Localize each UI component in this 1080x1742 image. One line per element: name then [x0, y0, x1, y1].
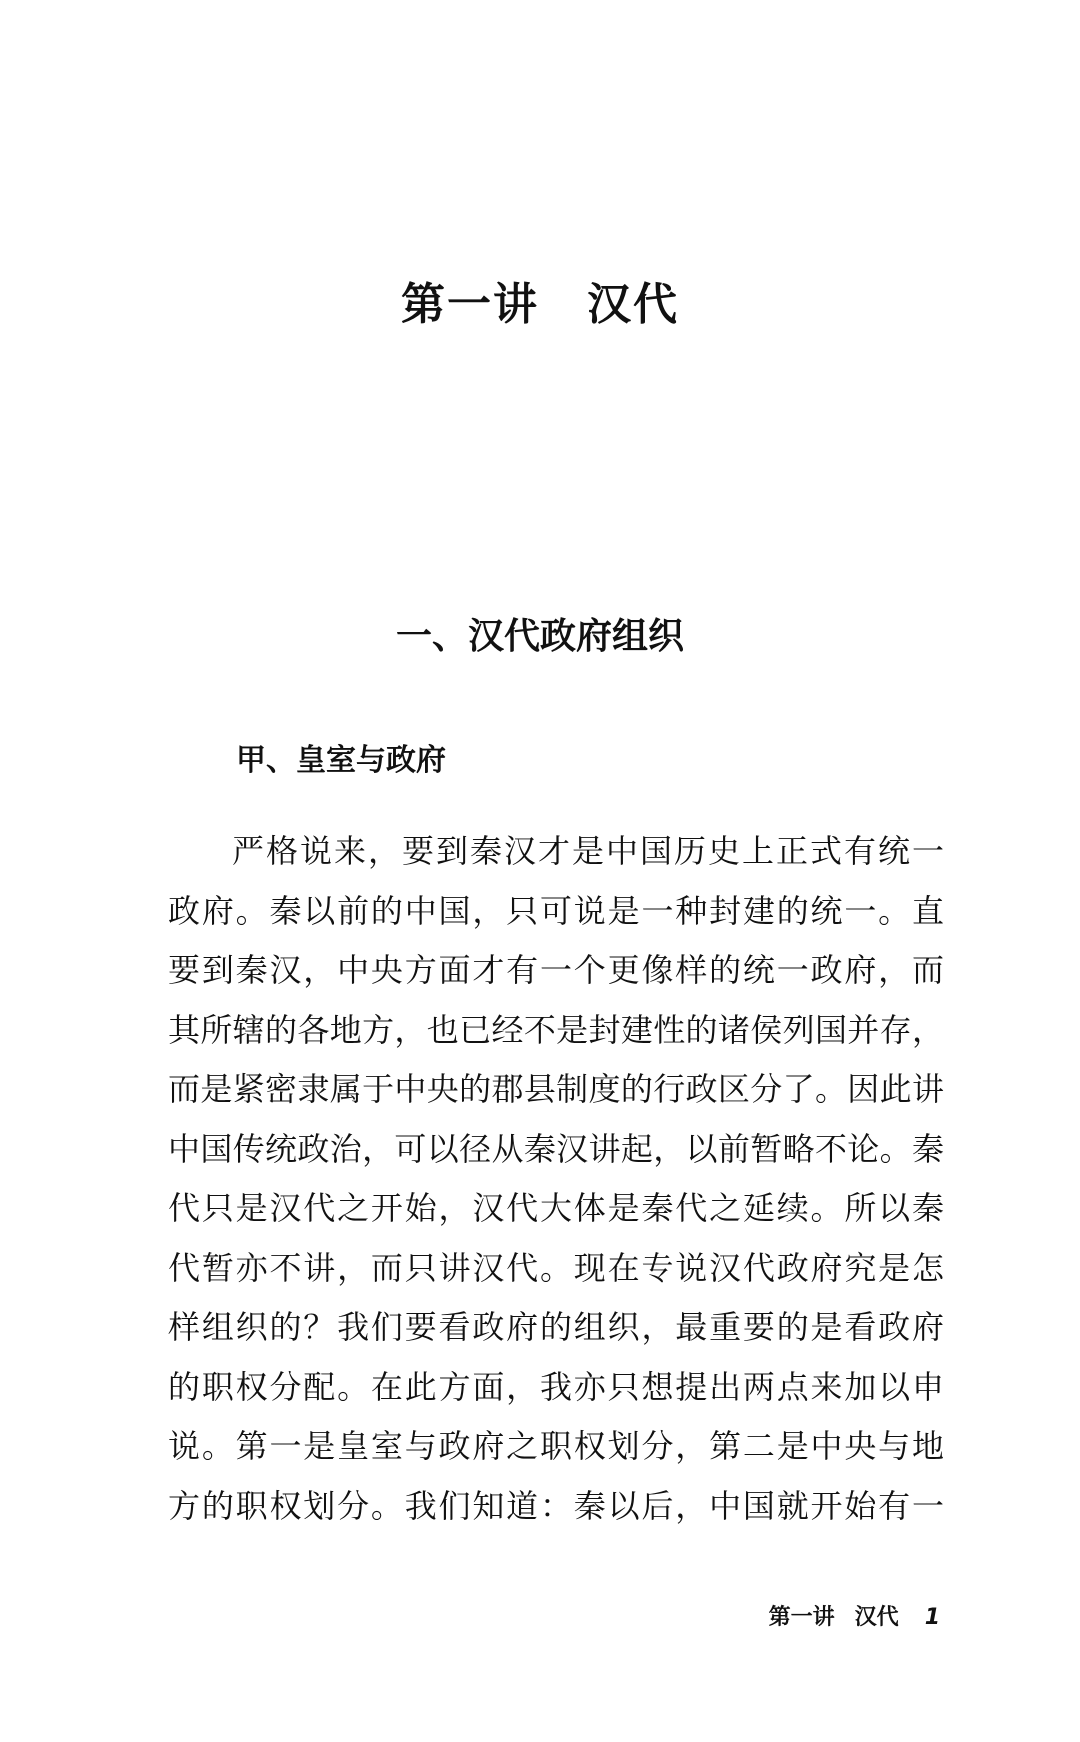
- subsection-title: 甲、皇室与政府: [236, 743, 446, 778]
- paragraph-line: 代暂亦不讲，而只讲汉代。现在专说汉代政府究是怎: [168, 1248, 944, 1287]
- running-footer: [769, 1600, 940, 1631]
- footer-chapter-number: 第一讲: [768, 1605, 835, 1630]
- paragraph-line: 要到秦汉，中央方面才有一个更像样的统一政府，而: [168, 951, 944, 989]
- paragraph-line: 样组织的？我们要看政府的组织，最重要的是看政府: [168, 1308, 944, 1346]
- page-number: 1: [924, 1605, 940, 1630]
- paragraph-line: 而是紧密隶属于中央的郡县制度的行政区分了。因此讲: [168, 1070, 944, 1108]
- body-paragraph: [168, 822, 944, 1536]
- chapter-title: [0, 268, 1080, 332]
- paragraph-line: 的职权分配。在此方面，我亦只想提出两点来加以申: [168, 1367, 944, 1406]
- paragraph-line: 政府。秦以前的中国，只可说是一种封建的统一。直: [168, 891, 944, 930]
- paragraph-line: 中国传统政治，可以径从秦汉讲起，以前暂略不论。秦: [168, 1129, 944, 1168]
- section-title: 一、汉代政府组织: [395, 616, 684, 657]
- paragraph-line: 方的职权划分。我们知道：秦以后，中国就开始有一: [168, 1486, 944, 1525]
- paragraph-line: 代只是汉代之开始，汉代大体是秦代之延续。所以秦: [168, 1189, 944, 1227]
- chapter-number: 第一讲: [401, 279, 539, 330]
- paragraph-line: 其所辖的各地方，也已经不是封建性的诸侯列国并存，: [168, 1010, 944, 1049]
- footer-chapter-name: 汉代: [854, 1605, 899, 1630]
- paragraph-line: 严格说来，要到秦汉才是中国历史上正式有统一: [232, 832, 944, 870]
- paragraph-line: 说。第一是皇室与政府之职权划分，第二是中央与地: [168, 1427, 944, 1465]
- chapter-name: 汉代: [587, 279, 679, 330]
